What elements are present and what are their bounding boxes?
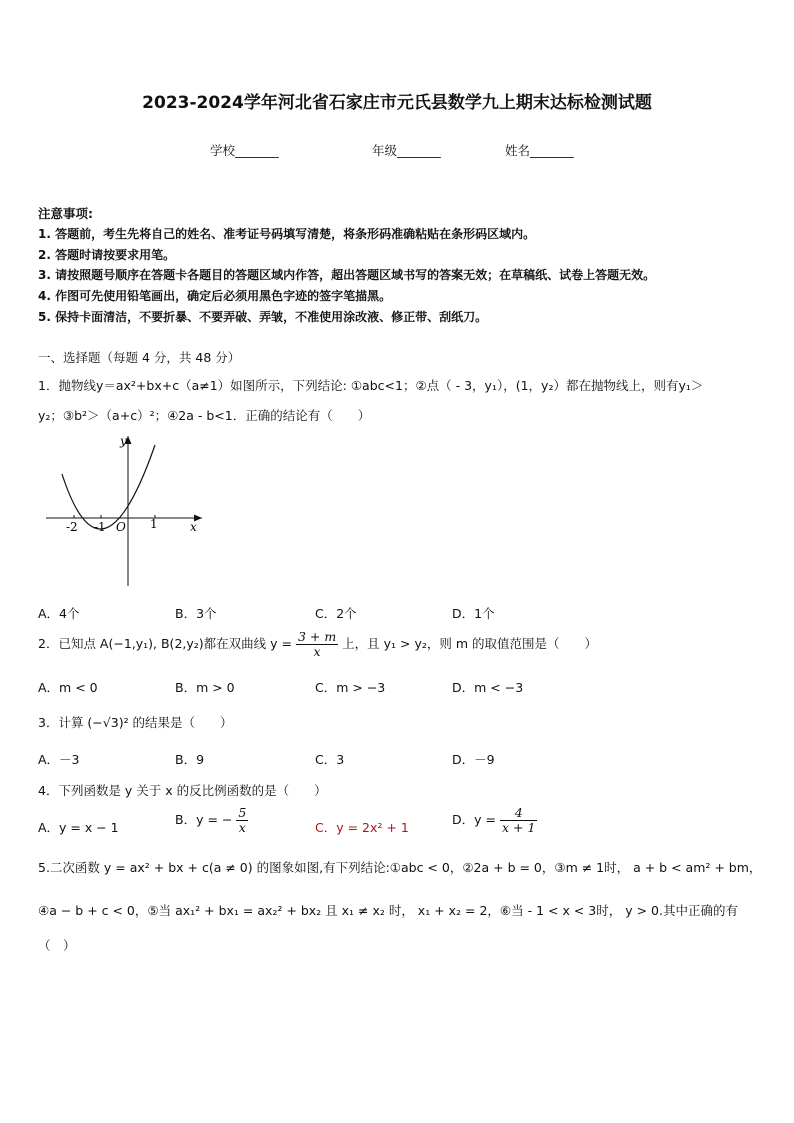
y-label: y <box>120 434 127 448</box>
q5-text-line2: ④a − b + c < 0，⑤当 ax₁² + bx₁ = ax₂² + bx₂ 且 x₁ ≠ x₂ 时， x₁ + x₂ = 2，⑥当 - 1 < x < 3时， y > 0.其中正确的有 <box>38 903 738 918</box>
q1-option-c[interactable]: C．2个 <box>315 606 357 621</box>
q2-option-b[interactable]: B．m > 0 <box>175 680 235 695</box>
q3-option-c[interactable]: C．3 <box>315 752 345 767</box>
q4-option-b-pre: B．y = − <box>175 812 233 827</box>
notice-item: 4. 作图可先使用铅笔画出，确定后必须用黑色字迹的签字笔描黑。 <box>38 289 392 303</box>
name-field: 姓名_______ <box>505 143 574 158</box>
q1-parabola-graph <box>44 432 210 590</box>
q2-option-d[interactable]: D．m < −3 <box>452 680 524 695</box>
q4-option-b[interactable] <box>175 806 248 835</box>
origin-label: O <box>116 520 126 534</box>
q4-option-d[interactable] <box>452 806 537 835</box>
notice-item: 3. 请按照题号顺序在答题卡各题目的答题区域内作答，超出答题区域书写的答案无效；在草稿纸、试卷上答题无效。 <box>38 268 656 282</box>
parabola-curve <box>62 445 155 529</box>
q2-fraction <box>296 630 338 659</box>
q4-option-d-fraction <box>500 806 537 835</box>
q5-text-line1: 5.二次函数 y = ax² + bx + c(a ≠ 0) 的图象如图,有下列结论:①abc < 0，②2a + b = 0，③m ≠ 1时， a + b < am² + bm， <box>38 860 762 875</box>
q1-text-line2: y₂；③b²＞（a+c）²；④2a - b<1．正确的结论有（ ） <box>38 408 371 423</box>
tick-label-1: 1 <box>150 517 158 531</box>
grade-field: 年级_______ <box>372 143 441 158</box>
notice-item: 1. 答题前，考生先将自己的姓名、准考证号码填写清楚，将条形码准确粘贴在条形码区域内。 <box>38 227 536 241</box>
q2-text <box>38 630 597 659</box>
q2-option-c[interactable]: C．m > −3 <box>315 680 386 695</box>
q2-text-post: 上，且 y₁ > y₂，则 m 的取值范围是（ ） <box>342 636 598 651</box>
q1-option-a[interactable]: A．4个 <box>38 606 80 621</box>
q4-option-b-num: 5 <box>238 805 247 820</box>
q4-option-b-fraction <box>236 806 248 835</box>
q1-option-d[interactable]: D．1个 <box>452 606 495 621</box>
q2-fraction-num: 3 + m <box>297 629 337 644</box>
page-title: 2023-2024学年河北省石家庄市元氏县数学九上期末达标检测试题 <box>142 93 652 113</box>
q3-option-d[interactable]: D．－9 <box>452 752 495 767</box>
q4-option-d-pre: D．y = <box>452 812 496 827</box>
tick-label-m1: -1 <box>94 520 106 534</box>
q5-text-line3: （ ） <box>38 938 76 953</box>
q4-option-b-den: x <box>238 820 246 835</box>
q3-text: 3．计算 (−√3)² 的结果是（ ） <box>38 715 233 730</box>
q4-text: 4．下列函数是 y 关于 x 的反比例函数的是（ ） <box>38 783 327 798</box>
q4-option-d-num: 4 <box>500 806 537 821</box>
x-label: x <box>190 520 197 534</box>
q3-option-b[interactable]: B．9 <box>175 752 205 767</box>
tick-label-m2: -2 <box>66 520 78 534</box>
q4-option-a[interactable]: A．y = x − 1 <box>38 820 119 835</box>
q2-fraction-den: x <box>313 644 321 659</box>
q2-text-pre: 2．已知点 A(−1,y₁), B(2,y₂)都在双曲线 y = <box>38 636 292 651</box>
q2-option-a[interactable]: A．m < 0 <box>38 680 98 695</box>
school-field: 学校_______ <box>210 143 279 158</box>
section-heading: 一、选择题（每题 4 分，共 48 分） <box>38 350 241 365</box>
q3-option-a[interactable]: A．－3 <box>38 752 80 767</box>
notice-item: 2. 答题时请按要求用笔。 <box>38 248 176 262</box>
q1-option-b[interactable]: B．3个 <box>175 606 217 621</box>
q4-option-d-den: x + 1 <box>501 820 536 835</box>
q4-option-c[interactable]: C．y = 2x² + 1 <box>315 820 409 835</box>
q1-text-line1: 1．抛物线y＝ax²+bx+c（a≠1）如图所示，下列结论: ①abc<1；②点（ - 3，y₁），(1，y₂）都在抛物线上，则有y₁＞ <box>38 378 704 393</box>
notice-heading: 注意事项: <box>38 206 93 221</box>
notice-item: 5. 保持卡面清洁，不要折暴、不要弄破、弄皱，不准使用涂改液、修正带、刮纸刀。 <box>38 310 488 324</box>
